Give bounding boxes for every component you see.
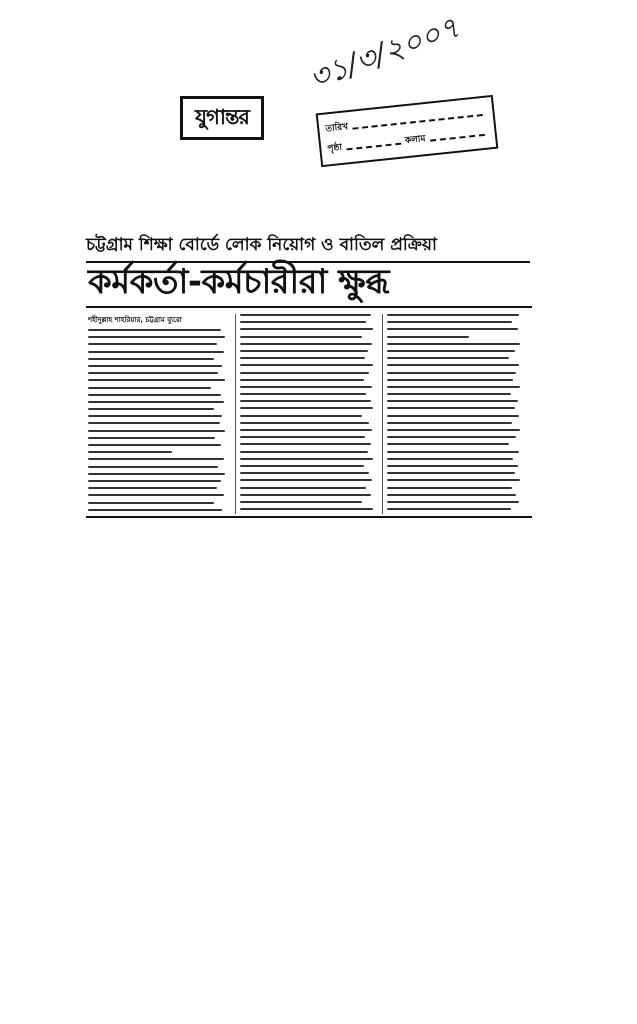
text-line — [88, 343, 217, 345]
text-line — [387, 479, 520, 481]
text-line — [387, 372, 516, 374]
text-line — [88, 458, 224, 460]
article-headline: কর্মকর্তা-কর্মচারীরা ক্ষুব্ধ — [88, 262, 390, 302]
text-line — [240, 379, 364, 381]
text-line — [88, 422, 220, 424]
handwritten-date: ৩১/৩/২০০৭ — [304, 10, 465, 97]
text-line — [387, 472, 515, 474]
column-3-text — [387, 314, 523, 514]
text-line — [240, 443, 371, 445]
text-line — [387, 508, 511, 510]
text-line — [240, 465, 364, 467]
text-line — [387, 458, 513, 460]
text-line — [88, 430, 225, 432]
text-line — [240, 336, 362, 338]
text-line — [240, 451, 368, 453]
text-line — [88, 365, 222, 367]
stamp-page-label: পৃষ্ঠা — [326, 142, 343, 154]
text-line — [240, 472, 369, 474]
article-column-3 — [382, 314, 523, 514]
text-line — [88, 387, 211, 389]
text-line — [88, 487, 217, 489]
text-line — [240, 357, 365, 359]
text-line — [387, 350, 515, 352]
text-line — [88, 502, 214, 504]
text-line — [88, 408, 214, 410]
text-line — [88, 437, 215, 439]
text-line — [88, 509, 222, 511]
text-line — [240, 494, 371, 496]
text-line — [387, 328, 518, 330]
text-line — [387, 443, 509, 445]
text-line — [240, 328, 373, 330]
text-line — [88, 372, 218, 374]
text-line — [88, 351, 224, 353]
text-line — [240, 501, 362, 503]
text-line — [387, 415, 519, 417]
text-line — [240, 400, 371, 402]
column-2-text — [240, 314, 376, 514]
text-line — [387, 451, 519, 453]
text-line — [88, 494, 224, 496]
text-line — [240, 487, 366, 489]
text-line — [88, 329, 221, 331]
text-line — [387, 379, 513, 381]
stamp-column-blank — [429, 128, 485, 142]
text-line — [387, 407, 515, 409]
headline-rule — [86, 306, 532, 308]
text-line — [88, 451, 172, 453]
text-line — [88, 480, 221, 482]
text-line — [387, 429, 520, 431]
text-line — [88, 358, 214, 360]
article-bottom-rule — [86, 516, 532, 518]
text-line — [387, 436, 516, 438]
text-line — [387, 386, 520, 388]
text-line — [240, 343, 372, 345]
text-line — [88, 466, 218, 468]
text-line — [88, 394, 221, 396]
text-line — [387, 314, 519, 316]
text-line — [387, 321, 512, 323]
text-line — [387, 343, 520, 345]
text-line — [387, 487, 512, 489]
text-line — [240, 422, 369, 424]
text-line — [387, 364, 519, 366]
text-line — [88, 415, 222, 417]
text-line — [240, 458, 373, 460]
text-line — [240, 415, 362, 417]
text-line — [387, 494, 516, 496]
text-line — [387, 357, 509, 359]
newspaper-masthead — [180, 96, 264, 140]
column-1-text — [88, 329, 228, 514]
text-line — [240, 479, 372, 481]
masthead-name: যুগান্তর — [195, 104, 249, 129]
text-line — [240, 321, 366, 323]
text-line — [240, 429, 372, 431]
text-line — [240, 436, 365, 438]
article-kicker: চট্টগ্রাম শিক্ষা বোর্ডে লোক নিয়োগ ও বাতিল প্রক্রিয়া — [86, 232, 530, 263]
text-line — [240, 350, 368, 352]
stamp-column-label: কলাম — [404, 133, 427, 146]
text-line — [88, 401, 224, 403]
text-line — [387, 336, 469, 338]
text-line — [88, 336, 225, 338]
article-byline: শহীদুল্লাহ শাহরিয়ার, চট্টগ্রাম ব্যুরো — [88, 316, 182, 324]
stamp-date-label: তারিখ — [324, 121, 349, 134]
text-line — [387, 422, 512, 424]
text-line — [240, 364, 373, 366]
text-line — [387, 400, 518, 402]
text-line — [387, 393, 511, 395]
text-line — [240, 372, 369, 374]
stamp-page-blank — [345, 137, 401, 151]
text-line — [240, 386, 372, 388]
text-line — [387, 501, 519, 503]
text-line — [240, 393, 366, 395]
article-column-1 — [88, 314, 228, 514]
text-line — [88, 473, 225, 475]
date-page-stamp — [316, 95, 499, 167]
text-line — [240, 314, 371, 316]
text-line — [240, 508, 373, 510]
text-line — [240, 407, 373, 409]
text-line — [387, 465, 518, 467]
text-line — [88, 444, 221, 446]
text-line — [88, 379, 225, 381]
article-column-2 — [235, 314, 376, 514]
